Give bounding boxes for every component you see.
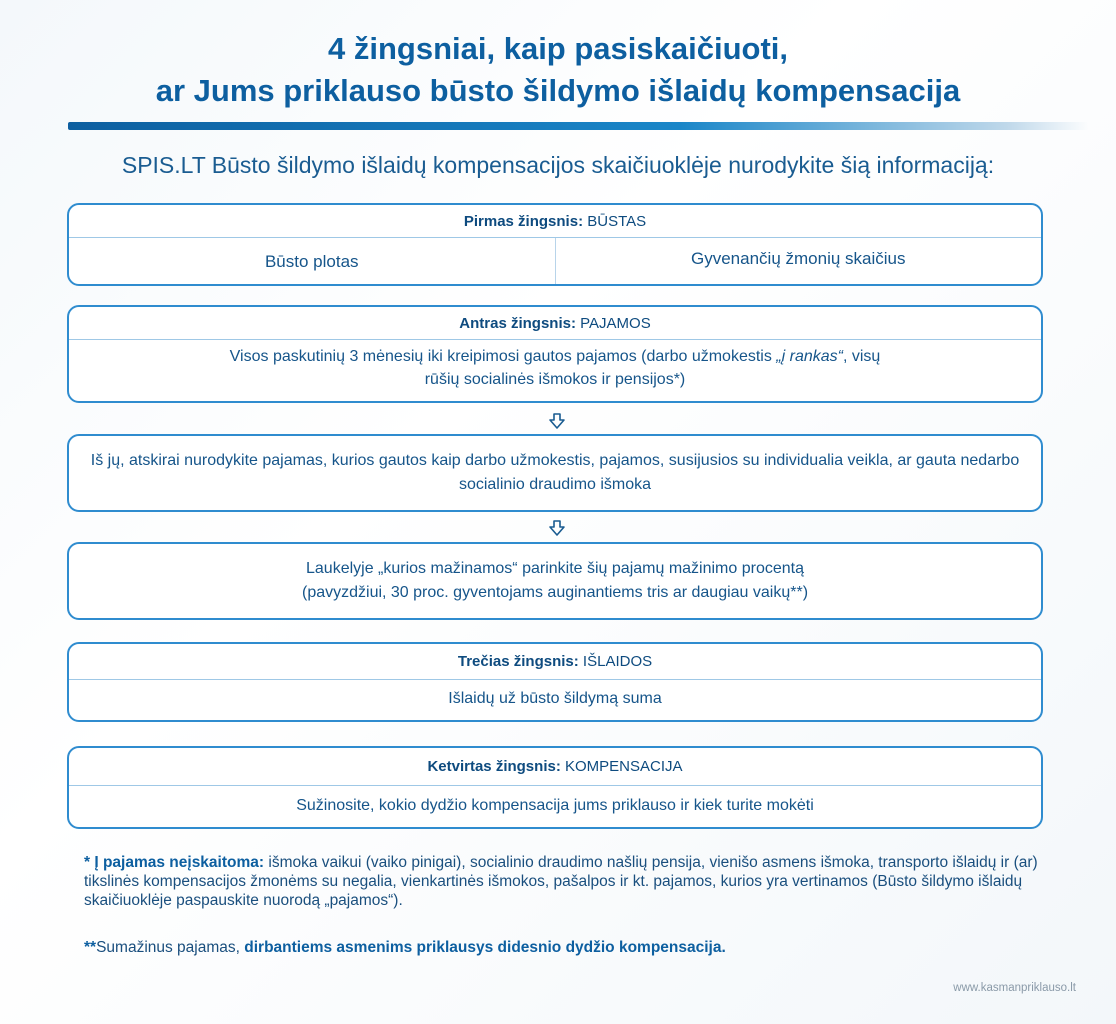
step-3-box bbox=[67, 642, 1043, 722]
step-2-header bbox=[69, 307, 1041, 340]
footnote-1-text: išmoka vaikui (vaiko pinigai), socialinio draudimo našlių pensija, vienišo asmens išmoka, transporto išlaidų ir (ar) tikslinės kompensacijos žmonėms su negalia, vienkartinės išmokos, pašalpos ir kt. pajamos, kurios yra vertinamos (Būsto šildymo išlaidų skaičiuoklėje paspauskite nuorodą „pajamos“). bbox=[84, 854, 1038, 909]
step-4-label: Ketvirtas žingsnis: bbox=[427, 758, 561, 775]
footnote-2-text: Sumažinus pajamas, bbox=[96, 939, 245, 956]
step-2-body bbox=[69, 340, 1041, 391]
step-2-name: PAJAMOS bbox=[575, 315, 651, 332]
step-2c-line-1: Laukelyje „kurios mažinamos“ parinkite šių pajamų mažinimo procentą bbox=[306, 560, 804, 577]
step-1-left-cell: Būsto plotas bbox=[69, 238, 556, 284]
footnote-1-bold: * Į pajamas neįskaitoma: bbox=[84, 854, 265, 871]
step-1-name: BŪSTAS bbox=[583, 213, 647, 230]
step-1-header bbox=[69, 205, 1041, 238]
step-2c-line-2: (pavyzdžiui, 30 proc. gyventojams auginantiems tris ar daugiau vaikų**) bbox=[301, 584, 809, 601]
subtitle: SPIS.LT Būsto šildymo išlaidų kompensacijos skaičiuoklėje nurodykite šią informaciją: bbox=[121, 152, 995, 178]
step-1-body bbox=[69, 238, 1041, 284]
step-4-box bbox=[67, 746, 1043, 829]
step-2-label: Antras žingsnis: bbox=[459, 315, 576, 332]
step-1-label: Pirmas žingsnis: bbox=[463, 213, 584, 230]
step-4-name: KOMPENSACIJA bbox=[560, 758, 683, 775]
step-3-label: Trečias žingsnis: bbox=[457, 653, 579, 670]
step-1-right-cell: Gyvenančių žmonių skaičius bbox=[691, 248, 906, 268]
title-line-1: 4 žingsniai, kaip pasiskaičiuoti, bbox=[328, 31, 788, 66]
step-2b-box bbox=[67, 434, 1043, 512]
page-title bbox=[0, 28, 1116, 112]
step-2-text-before: Visos paskutinių 3 mėnesių iki kreipimosi gautos pajamos (darbo užmokestis bbox=[229, 348, 777, 365]
step-2b-text: Iš jų, atskirai nurodykite pajamas, kurios gautos kaip darbo užmokestis, pajamos, susijusios su individualia veikla, ar gauta nedarbo socialinio draudimo išmoka bbox=[90, 452, 1020, 493]
footer-url: www.kasmanpriklauso.lt bbox=[953, 982, 1076, 994]
step-2-text-after: , visų rūšių socialinės išmokos ir pensijos*) bbox=[424, 348, 881, 388]
step-4-text: Sužinosite, kokio dydžio kompensacija jums priklauso ir kiek turite mokėti bbox=[296, 797, 814, 814]
step-3-body bbox=[69, 680, 1041, 720]
footnote-1 bbox=[84, 853, 1044, 910]
step-2c-text bbox=[69, 544, 1041, 618]
step-3-header bbox=[69, 644, 1041, 680]
step-3-text: Išlaidų už būsto šildymą suma bbox=[448, 690, 662, 707]
step-4-header bbox=[69, 748, 1041, 786]
step-2-text-italic: „į rankas“ bbox=[776, 348, 843, 365]
step-4-body bbox=[69, 786, 1041, 827]
footnote-2-bold: dirbantiems asmenims priklausys didesnio dydžio kompensacija. bbox=[244, 939, 726, 956]
step-3-name: IŠLAIDOS bbox=[578, 653, 653, 670]
step-2-box bbox=[67, 305, 1043, 403]
step-1-box bbox=[67, 203, 1043, 286]
step-2c-box bbox=[67, 542, 1043, 620]
footnote-2-stars: ** bbox=[84, 939, 97, 956]
title-line-2: ar Jums priklauso būsto šildymo išlaidų kompensacija bbox=[155, 73, 961, 108]
title-underline bbox=[68, 122, 1088, 130]
down-arrow-icon bbox=[548, 412, 566, 430]
footnote-2 bbox=[84, 938, 1044, 957]
down-arrow-icon bbox=[548, 519, 566, 537]
